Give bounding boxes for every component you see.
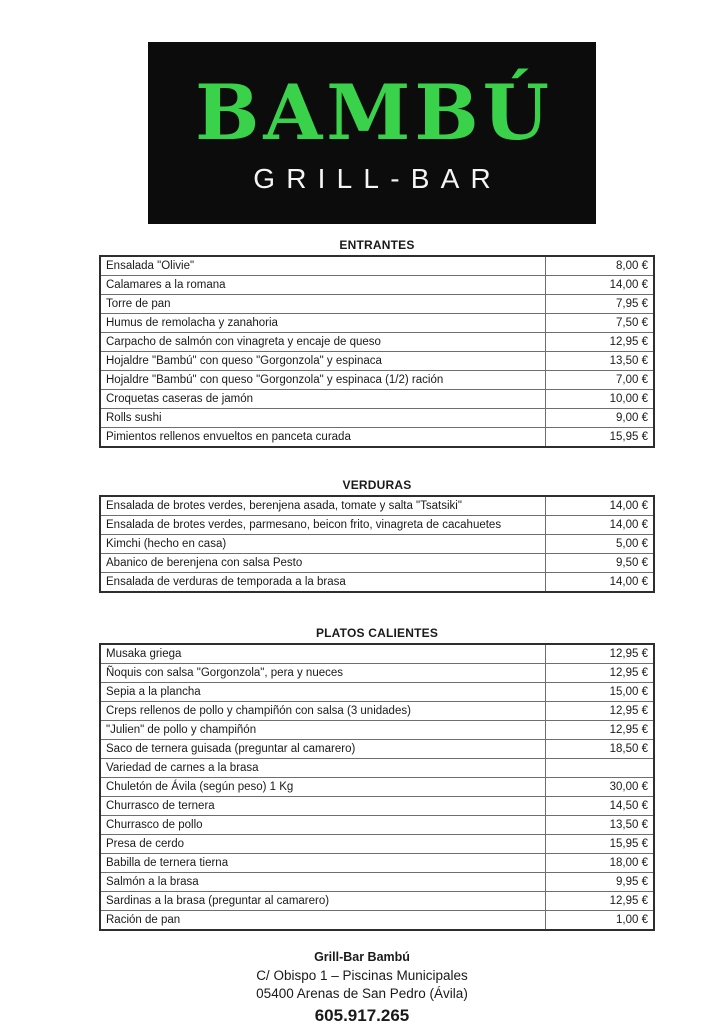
item-price: 18,50 € bbox=[546, 740, 655, 759]
item-name: Hojaldre "Bambú" con queso "Gorgonzola" y espinaca bbox=[100, 352, 546, 371]
item-name: Saco de ternera guisada (preguntar al camarero) bbox=[100, 740, 546, 759]
address-line-1: C/ Obispo 1 – Piscinas Municipales bbox=[256, 967, 468, 983]
item-name: Churrasco de pollo bbox=[100, 816, 546, 835]
item-price: 15,00 € bbox=[546, 683, 655, 702]
item-price: 9,50 € bbox=[546, 554, 655, 573]
item-price: 12,95 € bbox=[546, 333, 655, 352]
item-name: Kimchi (hecho en casa) bbox=[100, 535, 546, 554]
item-name: "Julien" de pollo y champiñón bbox=[100, 721, 546, 740]
restaurant-logo bbox=[148, 42, 596, 224]
menu-item-row bbox=[100, 759, 654, 778]
menu-item-row bbox=[100, 892, 654, 911]
item-price: 15,95 € bbox=[546, 428, 655, 448]
item-name: Rolls sushi bbox=[100, 409, 546, 428]
item-name: Sardinas a la brasa (preguntar al camarero) bbox=[100, 892, 546, 911]
item-name: Sepia a la plancha bbox=[100, 683, 546, 702]
item-price: 12,95 € bbox=[546, 721, 655, 740]
menu-item-row bbox=[100, 854, 654, 873]
item-name: Creps rellenos de pollo y champiñón con salsa (3 unidades) bbox=[100, 702, 546, 721]
item-price: 12,95 € bbox=[546, 644, 655, 664]
item-price: 8,00 € bbox=[546, 256, 655, 276]
menu-table bbox=[99, 255, 655, 448]
item-price: 7,00 € bbox=[546, 371, 655, 390]
item-price: 9,00 € bbox=[546, 409, 655, 428]
item-price bbox=[546, 759, 655, 778]
footer bbox=[0, 949, 724, 1024]
menu-item-row bbox=[100, 573, 654, 593]
section-title: PLATOS CALIENTES bbox=[315, 626, 439, 640]
item-name: Abanico de berenjena con salsa Pesto bbox=[100, 554, 546, 573]
item-price: 14,00 € bbox=[546, 573, 655, 593]
item-name: Babilla de ternera tierna bbox=[100, 854, 546, 873]
logo-title: BAMBÚ bbox=[195, 68, 553, 157]
menu-item-row bbox=[100, 428, 654, 448]
menu-item-row bbox=[100, 496, 654, 516]
menu-item-row bbox=[100, 797, 654, 816]
menu-item-row bbox=[100, 295, 654, 314]
item-name: Calamares a la romana bbox=[100, 276, 546, 295]
item-name: Churrasco de ternera bbox=[100, 797, 546, 816]
menu-item-row bbox=[100, 371, 654, 390]
section-title: ENTRANTES bbox=[339, 238, 415, 252]
item-price: 18,00 € bbox=[546, 854, 655, 873]
menu-item-row bbox=[100, 683, 654, 702]
item-price: 7,95 € bbox=[546, 295, 655, 314]
menu-item-row bbox=[100, 554, 654, 573]
item-price: 5,00 € bbox=[546, 535, 655, 554]
item-price: 12,95 € bbox=[546, 892, 655, 911]
menu-item-row bbox=[100, 276, 654, 295]
item-price: 13,50 € bbox=[546, 816, 655, 835]
item-price: 1,00 € bbox=[546, 911, 655, 931]
item-name: Croquetas caseras de jamón bbox=[100, 390, 546, 409]
menu-item-row bbox=[100, 409, 654, 428]
item-name: Ración de pan bbox=[100, 911, 546, 931]
item-name: Chuletón de Ávila (según peso) 1 Kg bbox=[100, 778, 546, 797]
item-price: 30,00 € bbox=[546, 778, 655, 797]
item-price: 14,50 € bbox=[546, 797, 655, 816]
menu-item-row bbox=[100, 778, 654, 797]
address-line-2: 05400 Arenas de San Pedro (Ávila) bbox=[256, 985, 468, 1001]
item-price: 12,95 € bbox=[546, 664, 655, 683]
item-price: 9,95 € bbox=[546, 873, 655, 892]
phone-number: 605.917.265 bbox=[314, 1005, 410, 1024]
item-price: 13,50 € bbox=[546, 352, 655, 371]
menu-item-row bbox=[100, 644, 654, 664]
menu-item-row bbox=[100, 333, 654, 352]
item-name: Ensalada "Olivie" bbox=[100, 256, 546, 276]
logo-subtitle: GRILL-BAR bbox=[253, 163, 502, 194]
menu-item-row bbox=[100, 873, 654, 892]
menu-item-row bbox=[100, 721, 654, 740]
item-price: 14,00 € bbox=[546, 276, 655, 295]
item-name: Humus de remolacha y zanahoria bbox=[100, 314, 546, 333]
menu-table bbox=[99, 643, 655, 931]
item-price: 14,00 € bbox=[546, 516, 655, 535]
item-name: Hojaldre "Bambú" con queso "Gorgonzola" y espinaca (1/2) ración bbox=[100, 371, 546, 390]
menu-item-row bbox=[100, 516, 654, 535]
menu-item-row bbox=[100, 702, 654, 721]
item-price: 15,95 € bbox=[546, 835, 655, 854]
item-name: Pimientos rellenos envueltos en panceta curada bbox=[100, 428, 546, 448]
item-price: 10,00 € bbox=[546, 390, 655, 409]
item-name: Ñoquis con salsa "Gorgonzola", pera y nueces bbox=[100, 664, 546, 683]
section-title: VERDURAS bbox=[342, 478, 412, 492]
item-name: Torre de pan bbox=[100, 295, 546, 314]
menu-section-platos-calientes bbox=[99, 626, 655, 931]
menu-item-row bbox=[100, 535, 654, 554]
item-price: 12,95 € bbox=[546, 702, 655, 721]
item-name: Presa de cerdo bbox=[100, 835, 546, 854]
item-name: Carpacho de salmón con vinagreta y encaje de queso bbox=[100, 333, 546, 352]
menu-item-row bbox=[100, 314, 654, 333]
item-name: Salmón a la brasa bbox=[100, 873, 546, 892]
menu-section-entrantes bbox=[99, 238, 655, 448]
item-name: Variedad de carnes a la brasa bbox=[100, 759, 546, 778]
menu-item-row bbox=[100, 390, 654, 409]
restaurant-name: Grill-Bar Bambú bbox=[314, 950, 410, 964]
menu-item-row bbox=[100, 911, 654, 931]
menu-item-row bbox=[100, 256, 654, 276]
menu-item-row bbox=[100, 835, 654, 854]
item-name: Ensalada de brotes verdes, berenjena asada, tomate y salta "Tsatsiki" bbox=[100, 496, 546, 516]
item-price: 14,00 € bbox=[546, 496, 655, 516]
menu-table bbox=[99, 495, 655, 593]
item-price: 7,50 € bbox=[546, 314, 655, 333]
menu-section-verduras bbox=[99, 478, 655, 593]
menu-item-row bbox=[100, 816, 654, 835]
menu-item-row bbox=[100, 664, 654, 683]
menu-sections bbox=[0, 238, 724, 931]
menu-item-row bbox=[100, 352, 654, 371]
item-name: Ensalada de brotes verdes, parmesano, beicon frito, vinagreta de cacahuetes bbox=[100, 516, 546, 535]
item-name: Musaka griega bbox=[100, 644, 546, 664]
menu-item-row bbox=[100, 740, 654, 759]
item-name: Ensalada de verduras de temporada a la brasa bbox=[100, 573, 546, 593]
